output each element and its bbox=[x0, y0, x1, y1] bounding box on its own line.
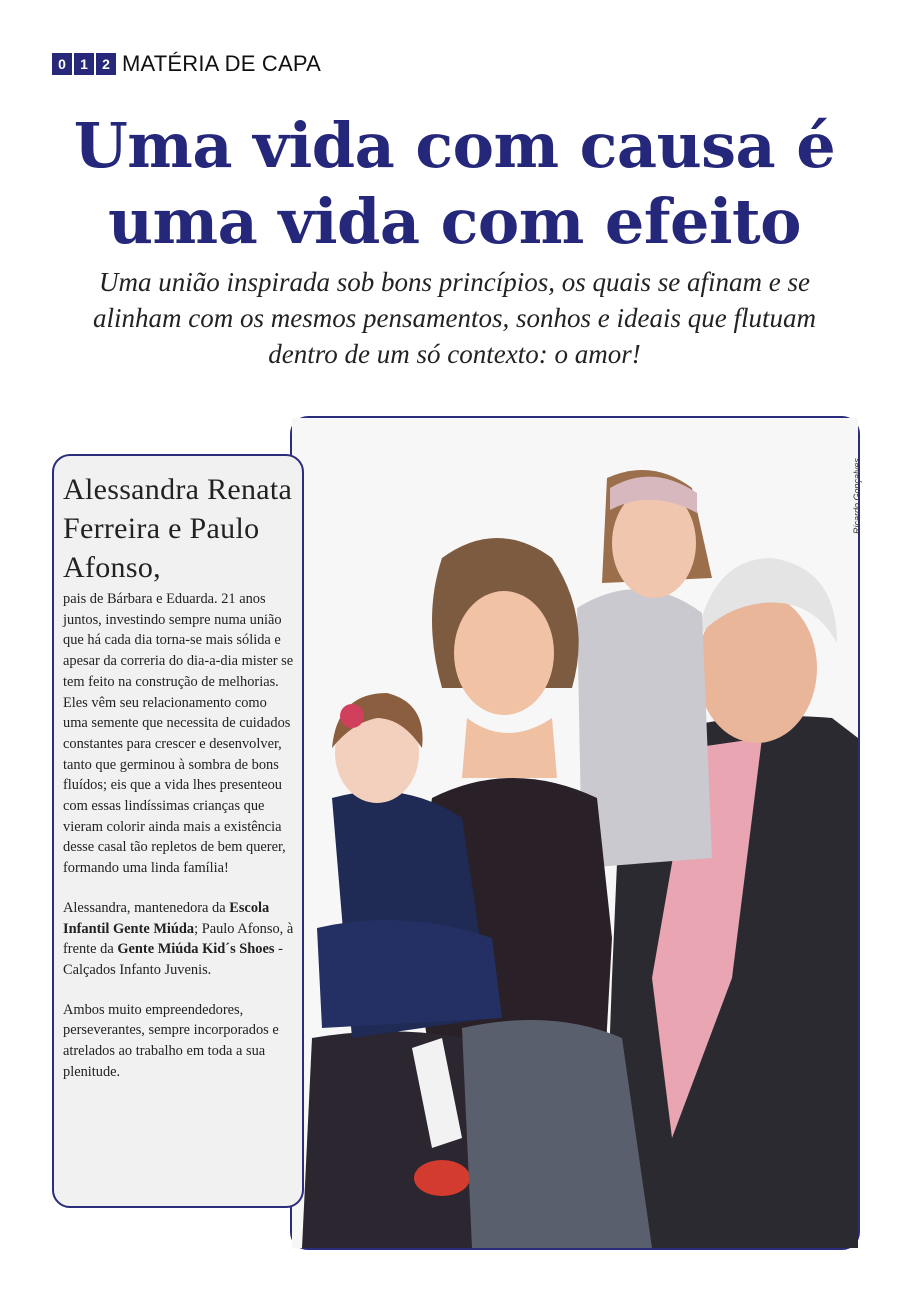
article-body bbox=[63, 589, 294, 1082]
school-name: Escola Infantil Gente Miúda bbox=[63, 899, 270, 937]
subtitle-line-3: dentro de um só contexto: o amor! bbox=[268, 339, 641, 369]
store-name: Gente Miúda Kid´s Shoes bbox=[117, 941, 275, 958]
text-run: - Calçados Infanto Juvenis. bbox=[63, 941, 283, 978]
text-run: ; Paulo Afonso, à frente da bbox=[63, 920, 294, 958]
hair-flower bbox=[340, 704, 364, 728]
page-header bbox=[52, 52, 321, 76]
baby-ruffle bbox=[317, 920, 502, 1028]
page-digit: 1 bbox=[74, 53, 94, 75]
red-shoe bbox=[414, 1160, 470, 1196]
subtitle-line-2: alinham com os mesmos pensamentos, sonhos e ideais que flutuam bbox=[93, 303, 816, 333]
paragraph-businesses bbox=[63, 898, 294, 981]
paragraph-intro: pais de Bárbara e Eduarda. 21 anos juntos, investindo sempre numa união que há cada dia torna-se mais sólida e apesar da correria do dia-a-dia mister se tem feito na construção de melhorias. Eles vêm seu relacionamento como uma semente que necessita de cuidados constantes para crescer e desenvolver, tanto que germinou à sombra de bons fluídos; eis que a vida lhes presenteou com essas lindíssimas crianças que vieram colorir ainda mais a existência desse casal tão repletos de bem querer, formando uma linda família! bbox=[63, 591, 294, 877]
article-subtitle bbox=[40, 264, 869, 372]
paragraph-closing: Ambos muito empreendedores, perseverantes, sempre incorporados e atrelados ao trabalho em toda a sua plenitude. bbox=[63, 1001, 279, 1080]
page-number bbox=[52, 53, 116, 75]
article-box bbox=[52, 454, 304, 1208]
title-line-1: Uma vida com causa é bbox=[73, 109, 836, 182]
page-digit: 2 bbox=[96, 53, 116, 75]
article-title bbox=[0, 108, 909, 260]
section-label: MATÉRIA DE CAPA bbox=[122, 51, 322, 76]
couple-names: Alessandra Renata Ferreira e Paulo Afonso, bbox=[63, 473, 293, 584]
family-photo-illustration bbox=[292, 418, 858, 1248]
subtitle-line-1: Uma união inspirada sob bons princípios, os quais se afinam e se bbox=[98, 267, 811, 297]
photo-credit: Ricardo Gonçalves bbox=[852, 458, 862, 535]
page-digit: 0 bbox=[52, 53, 72, 75]
mother-face bbox=[454, 591, 554, 715]
title-line-2: uma vida com efeito bbox=[107, 185, 802, 258]
text-run: Alessandra, mantenedora da bbox=[63, 899, 230, 916]
father-jeans bbox=[462, 1020, 652, 1248]
family-photo bbox=[290, 416, 860, 1250]
